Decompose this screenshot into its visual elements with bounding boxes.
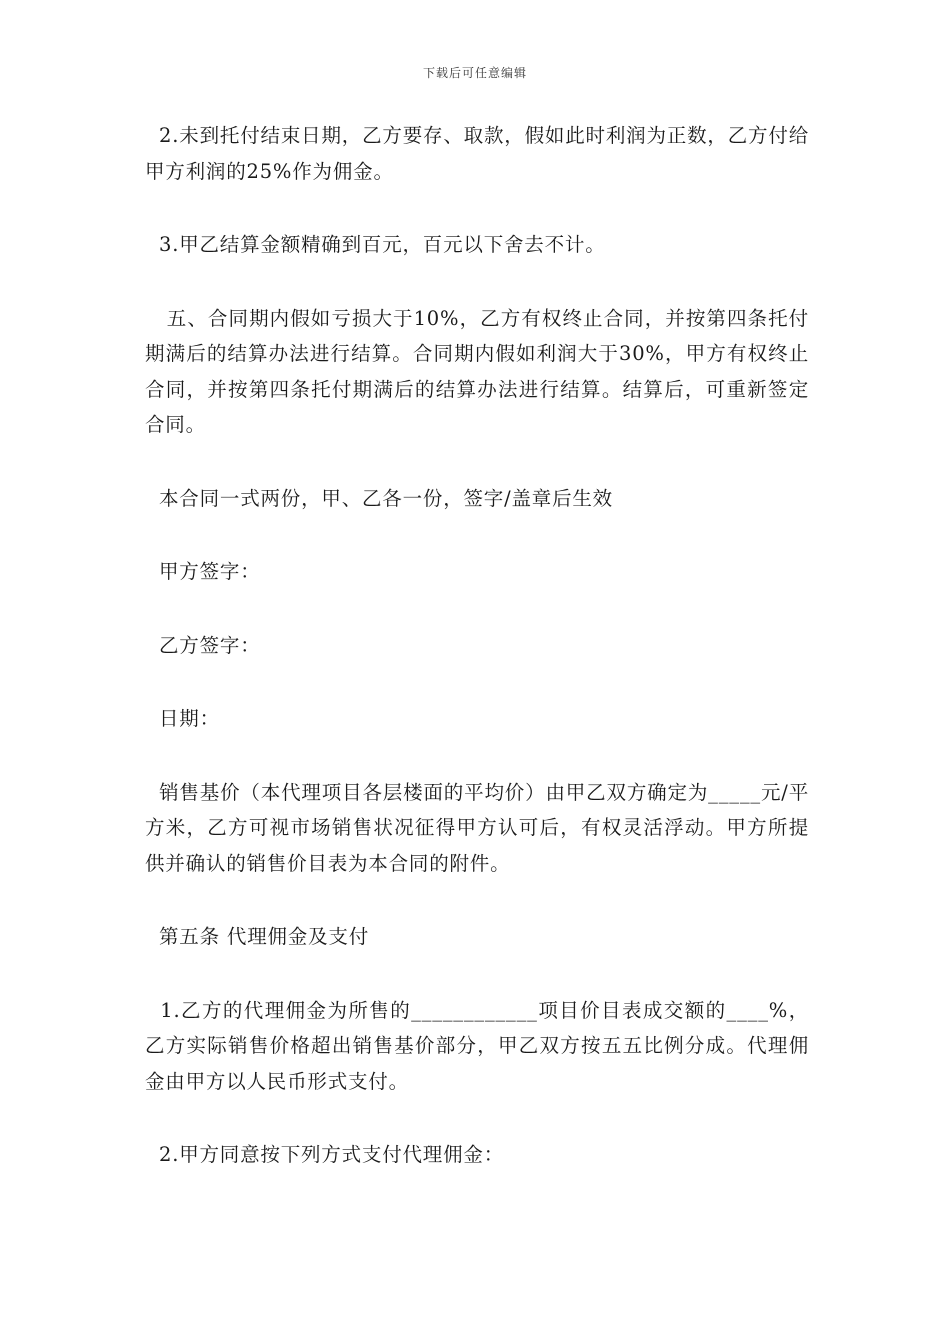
party-b-signature: 乙方签字： xyxy=(145,633,261,657)
commission-rate-clause: 1.乙方的代理佣金为所售的____________项目价目表成交额的____%，乙方实际销售价格超出销售基价部分，甲乙双方按五五比例分成。代理佣金由甲方以人民币形式支付。 xyxy=(145,998,809,1093)
party-a-signature: 甲方签字： xyxy=(145,560,261,583)
paragraph-gap xyxy=(145,955,809,993)
copies-statement: 本合同一式两份，甲、乙各一份，签字/盖章后生效 xyxy=(145,486,613,510)
paragraph-gap xyxy=(145,189,809,227)
paragraph-gap xyxy=(145,881,809,919)
date-line: 日期： xyxy=(145,707,220,730)
base-price-clause: 销售基价（本代理项目各层楼面的平均价）由甲乙双方确定为_____元/平方米，乙方可视市场销售状况征得甲方认可后，有权灵活浮动。甲方所提供并确认的销售价目表为本合同的附件。 xyxy=(145,780,809,875)
paragraph-gap xyxy=(145,443,809,481)
clause-2-commission: 2.未到托付结束日期，乙方要存、取款，假如此时利润为正数，乙方付给甲方利润的25%作为佣金。 xyxy=(145,124,809,183)
clause-5-termination: 五、合同期内假如亏损大于10%，乙方有权终止合同，并按第四条托付期满后的结算办法进行结算。合同期内假如利润大于30%，甲方有权终止合同，并按第四条托付期满后的结算办法进行结算。结算后，可重新签定合同。 xyxy=(145,306,809,436)
clause-3-rounding: 3.甲乙结算金额精确到百元，百元以下舍去不计。 xyxy=(145,233,606,256)
paragraph-gap xyxy=(145,1099,809,1137)
paragraph-gap xyxy=(145,263,809,301)
paragraph-gap xyxy=(145,663,809,701)
paragraph-gap xyxy=(145,737,809,775)
paragraph-gap xyxy=(145,590,809,628)
page-header: 下载后可任意编辑 xyxy=(422,66,527,80)
payment-method-clause: 2.甲方同意按下列方式支付代理佣金： xyxy=(145,1143,505,1166)
article-5-heading: 第五条 代理佣金及支付 xyxy=(145,925,369,948)
document-body xyxy=(145,118,809,1173)
paragraph-gap xyxy=(145,516,809,554)
